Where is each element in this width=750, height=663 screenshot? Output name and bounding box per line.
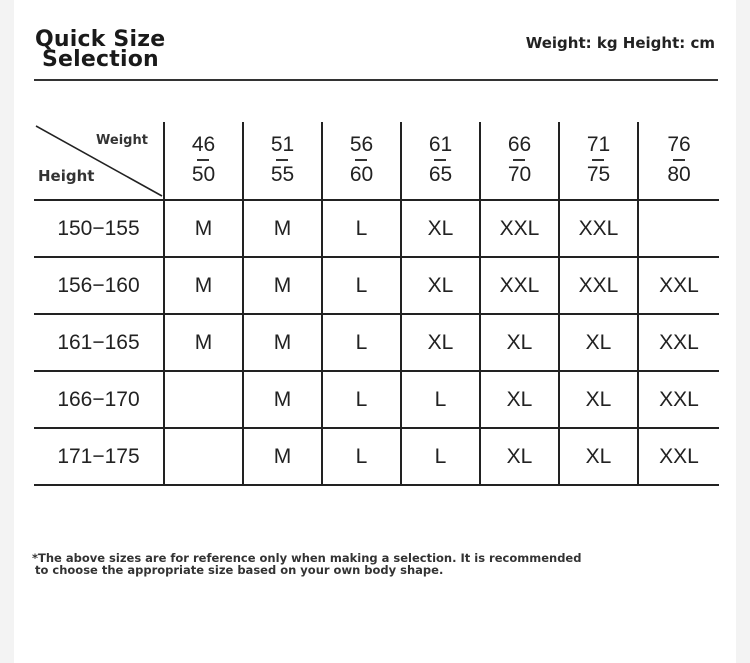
table-row	[34, 428, 719, 485]
size-cell: L	[322, 257, 401, 314]
weight-to: 75	[586, 163, 611, 186]
weight-from: 61	[428, 133, 453, 156]
size-cell: XL	[401, 200, 480, 257]
weight-to: 50	[191, 163, 216, 186]
height-label: 166−170	[34, 371, 164, 428]
corner-weight-label: Weight	[96, 133, 148, 148]
reference-note	[32, 552, 581, 576]
range-dash	[355, 159, 367, 161]
table-row	[34, 257, 719, 314]
size-cell: L	[322, 371, 401, 428]
size-cell: L	[322, 200, 401, 257]
title-line-1: Quick Size	[35, 27, 166, 52]
weight-header-56-60	[322, 122, 401, 200]
size-cell: XXL	[638, 428, 719, 485]
weight-to: 55	[270, 163, 295, 186]
table-row	[34, 314, 719, 371]
size-cell: XL	[480, 371, 559, 428]
weight-header-71-75	[559, 122, 638, 200]
size-cell: XL	[480, 428, 559, 485]
size-cell: XXL	[638, 257, 719, 314]
height-label: 161−165	[34, 314, 164, 371]
range-dash	[434, 159, 446, 161]
weight-to: 60	[349, 163, 374, 186]
range-dash	[673, 159, 685, 161]
weight-header-61-65	[401, 122, 480, 200]
header-divider	[34, 79, 718, 81]
size-cell	[638, 200, 719, 257]
weight-from: 66	[507, 133, 532, 156]
height-label: 156−160	[34, 257, 164, 314]
size-cell: XXL	[638, 371, 719, 428]
weight-header-row	[34, 122, 719, 200]
note-line-1: *The above sizes are for reference only when making a selection. It is recommended	[32, 551, 582, 565]
size-cell: M	[243, 314, 322, 371]
size-cell: M	[243, 200, 322, 257]
size-cell: XL	[559, 428, 638, 485]
weight-to: 65	[428, 163, 453, 186]
page-title	[35, 27, 166, 72]
weight-from: 51	[270, 133, 295, 156]
size-cell: L	[401, 371, 480, 428]
weight-header-46-50	[164, 122, 243, 200]
size-cell: XXL	[638, 314, 719, 371]
size-cell: XL	[401, 257, 480, 314]
size-cell: XL	[480, 314, 559, 371]
size-cell: M	[164, 200, 243, 257]
height-label: 150−155	[34, 200, 164, 257]
table-row	[34, 200, 719, 257]
size-cell: L	[322, 428, 401, 485]
size-cell: L	[401, 428, 480, 485]
range-dash	[513, 159, 525, 161]
size-cell: M	[164, 257, 243, 314]
weight-header-76-80	[638, 122, 719, 200]
size-cell	[164, 428, 243, 485]
weight-from: 46	[191, 133, 216, 156]
weight-from: 71	[586, 133, 611, 156]
weight-header-51-55	[243, 122, 322, 200]
size-cell: M	[243, 428, 322, 485]
size-chart-sheet	[14, 0, 736, 663]
size-cell: XXL	[480, 257, 559, 314]
size-cell: XXL	[559, 257, 638, 314]
range-dash	[197, 159, 209, 161]
size-cell: XL	[559, 314, 638, 371]
size-cell: XXL	[559, 200, 638, 257]
units-legend: Weight: kg Height: cm	[525, 34, 715, 52]
corner-cell	[34, 122, 164, 200]
size-cell: XXL	[480, 200, 559, 257]
title-line-2: Selection	[42, 47, 159, 72]
weight-from: 76	[667, 133, 691, 156]
weight-to: 70	[507, 163, 532, 186]
size-cell: L	[322, 314, 401, 371]
size-cell: XL	[559, 371, 638, 428]
size-cell: M	[243, 371, 322, 428]
table-row	[34, 371, 719, 428]
weight-to: 80	[667, 163, 691, 186]
size-cell: M	[243, 257, 322, 314]
range-dash	[592, 159, 604, 161]
range-dash	[276, 159, 288, 161]
note-line-2: to choose the appropriate size based on your own body shape.	[35, 563, 444, 577]
size-cell	[164, 371, 243, 428]
weight-header-66-70	[480, 122, 559, 200]
weight-from: 56	[349, 133, 374, 156]
size-cell: M	[164, 314, 243, 371]
size-cell: XL	[401, 314, 480, 371]
size-table	[34, 122, 719, 486]
height-label: 171−175	[34, 428, 164, 485]
corner-height-label: Height	[38, 167, 95, 185]
